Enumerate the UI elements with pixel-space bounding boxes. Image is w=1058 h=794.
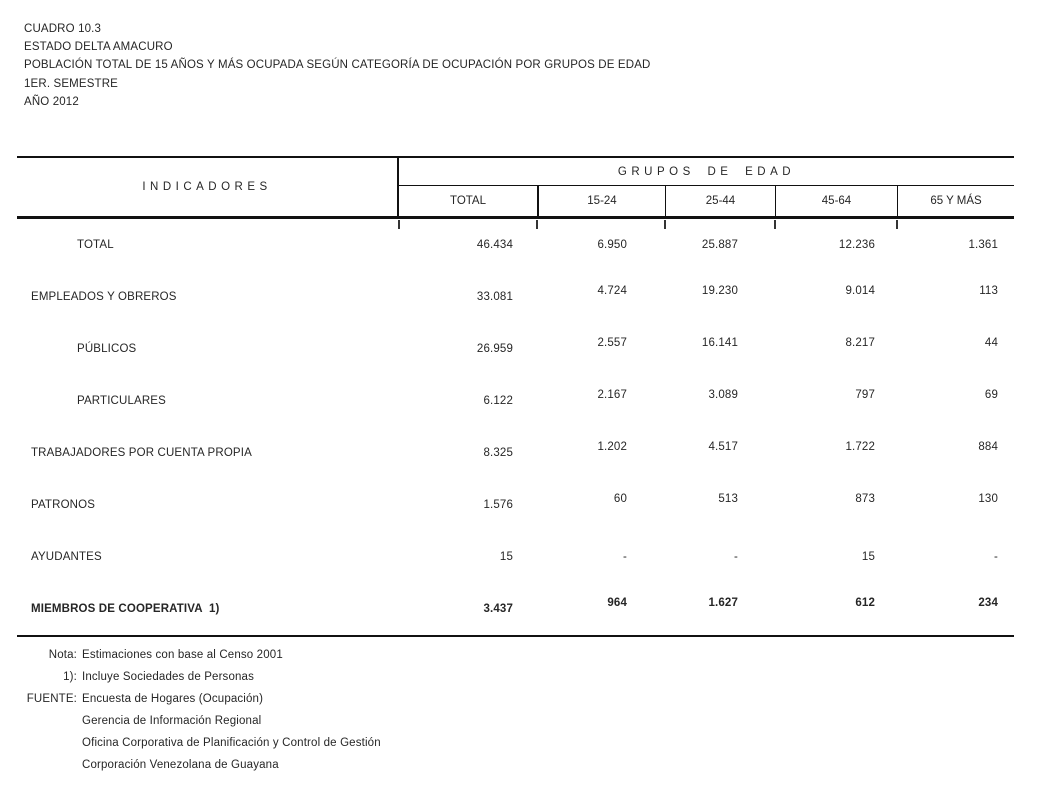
column-tick	[536, 220, 538, 229]
row-label: AYUDANTES	[31, 551, 102, 563]
table-row-publicos	[17, 323, 1014, 375]
footnote-gerencia	[14, 710, 381, 732]
value-65-y-mas: 1.361	[968, 239, 998, 251]
value-25-44: 25.887	[701, 239, 738, 251]
footnote-label: Nota:	[48, 649, 77, 661]
column-header-total: TOTAL	[450, 195, 486, 207]
footnote-text: Estimaciones con base al Censo 2001	[82, 649, 283, 661]
doc-title-line-poblacion: POBLACIÓN TOTAL DE 15 AÑOS Y MÁS OCUPADA SEGÚN CATEGORÍA DE OCUPACIÓN POR GRUPOS DE EDAD	[24, 59, 651, 72]
row-label: PARTICULARES	[77, 395, 166, 407]
value-25-44: -	[734, 551, 738, 563]
column-tick	[664, 220, 666, 229]
value-total: 15	[499, 551, 513, 563]
value-total: 6.122	[483, 395, 513, 407]
column-header-15-24: 15-24	[537, 186, 665, 216]
footnote-corporacion	[14, 754, 381, 776]
value-65-y-mas: 884	[978, 441, 998, 453]
column-header-45-64: 45-64	[775, 186, 897, 216]
doc-title-line-ano: AÑO 2012	[24, 95, 79, 108]
value-15-24: 60	[613, 493, 627, 505]
value-15-24: 1.202	[597, 441, 627, 453]
value-25-44: 4.517	[708, 441, 738, 453]
value-total: 26.959	[476, 343, 513, 355]
value-45-64: 873	[855, 493, 875, 505]
value-total: 3.437	[483, 603, 513, 615]
row-label: MIEMBROS DE COOPERATIVA 1)	[31, 603, 220, 615]
table-row-ayudantes	[17, 531, 1014, 583]
doc-title-line-estado: ESTADO DELTA AMACURO	[24, 41, 173, 54]
document-header	[24, 20, 650, 111]
value-45-64: 797	[855, 389, 875, 401]
value-total: 33.081	[476, 291, 513, 303]
footnote-text: Oficina Corporativa de Planificación y Control de Gestión	[82, 737, 381, 749]
value-45-64: 8.217	[845, 337, 875, 349]
value-45-64: 1.722	[845, 441, 875, 453]
row-label: TRABAJADORES POR CUENTA PROPIA	[31, 447, 252, 459]
value-total: 1.576	[483, 499, 513, 511]
value-45-64: 15	[861, 551, 875, 563]
value-25-44: 1.627	[708, 597, 738, 609]
value-25-44: 513	[718, 493, 738, 505]
table-row-trabajadores-por-cuenta-propia	[17, 427, 1014, 479]
value-65-y-mas: 44	[984, 337, 998, 349]
value-15-24: -	[623, 551, 627, 563]
value-15-24: 964	[607, 597, 627, 609]
column-header-65-y-mas: 65 Y MÁS	[897, 186, 1014, 216]
value-total: 8.325	[483, 447, 513, 459]
footnote-1	[14, 666, 381, 688]
column-header-25-44: 25-44	[665, 186, 775, 216]
column-tick	[896, 220, 898, 229]
table-row-patronos	[17, 479, 1014, 531]
value-65-y-mas: 130	[978, 493, 998, 505]
value-45-64: 9.014	[845, 285, 875, 297]
table-row-particulares	[17, 375, 1014, 427]
value-15-24: 2.557	[597, 337, 627, 349]
value-45-64: 612	[855, 597, 875, 609]
value-25-44: 16.141	[701, 337, 738, 349]
value-25-44: 3.089	[708, 389, 738, 401]
column-tick	[398, 220, 400, 229]
footnote-text: Encuesta de Hogares (Ocupación)	[82, 693, 264, 705]
footnote-fuente	[14, 688, 381, 710]
column-header-indicadores: INDICADORES	[17, 158, 399, 216]
footnote-label: 1):	[63, 671, 77, 683]
value-15-24: 2.167	[597, 389, 627, 401]
footnote-label	[14, 754, 77, 776]
footnotes	[14, 644, 381, 776]
footnote-label	[14, 732, 77, 754]
value-65-y-mas: -	[994, 551, 998, 563]
footnote-text: Gerencia de Información Regional	[82, 715, 262, 727]
table-header	[17, 156, 1014, 219]
column-tick	[774, 220, 776, 229]
doc-title-line-semestre: 1ER. SEMESTRE	[24, 77, 118, 90]
table-row-miembros-de-cooperativa	[17, 583, 1014, 635]
footnote-label	[14, 710, 77, 732]
footnote-text: Incluye Sociedades de Personas	[82, 671, 254, 683]
value-65-y-mas: 113	[979, 285, 998, 297]
value-total: 46.434	[476, 239, 513, 251]
doc-title-line-cuadro: CUADRO 10.3	[24, 23, 102, 35]
statistics-table	[17, 156, 1014, 637]
table-row-empleados-y-obreros	[17, 271, 1014, 323]
footnote-text: Corporación Venezolana de Guayana	[82, 759, 279, 771]
value-15-24: 4.724	[597, 285, 627, 297]
table-row-total	[17, 219, 1014, 271]
table-body	[17, 219, 1014, 637]
row-label: PÚBLICOS	[77, 343, 137, 355]
value-65-y-mas: 69	[984, 389, 998, 401]
row-label: EMPLEADOS Y OBREROS	[31, 291, 177, 303]
value-15-24: 6.950	[597, 239, 627, 251]
value-25-44: 19.230	[701, 285, 738, 297]
footnote-label: FUENTE:	[26, 693, 77, 705]
footnote-nota	[14, 644, 381, 666]
column-header-grupos-de-edad: GRUPOS DE EDAD	[399, 158, 1014, 186]
value-65-y-mas: 234	[978, 597, 998, 609]
value-45-64: 12.236	[838, 239, 875, 251]
row-label: PATRONOS	[31, 499, 96, 511]
footnote-oficina	[14, 732, 381, 754]
row-label: TOTAL	[77, 239, 114, 251]
